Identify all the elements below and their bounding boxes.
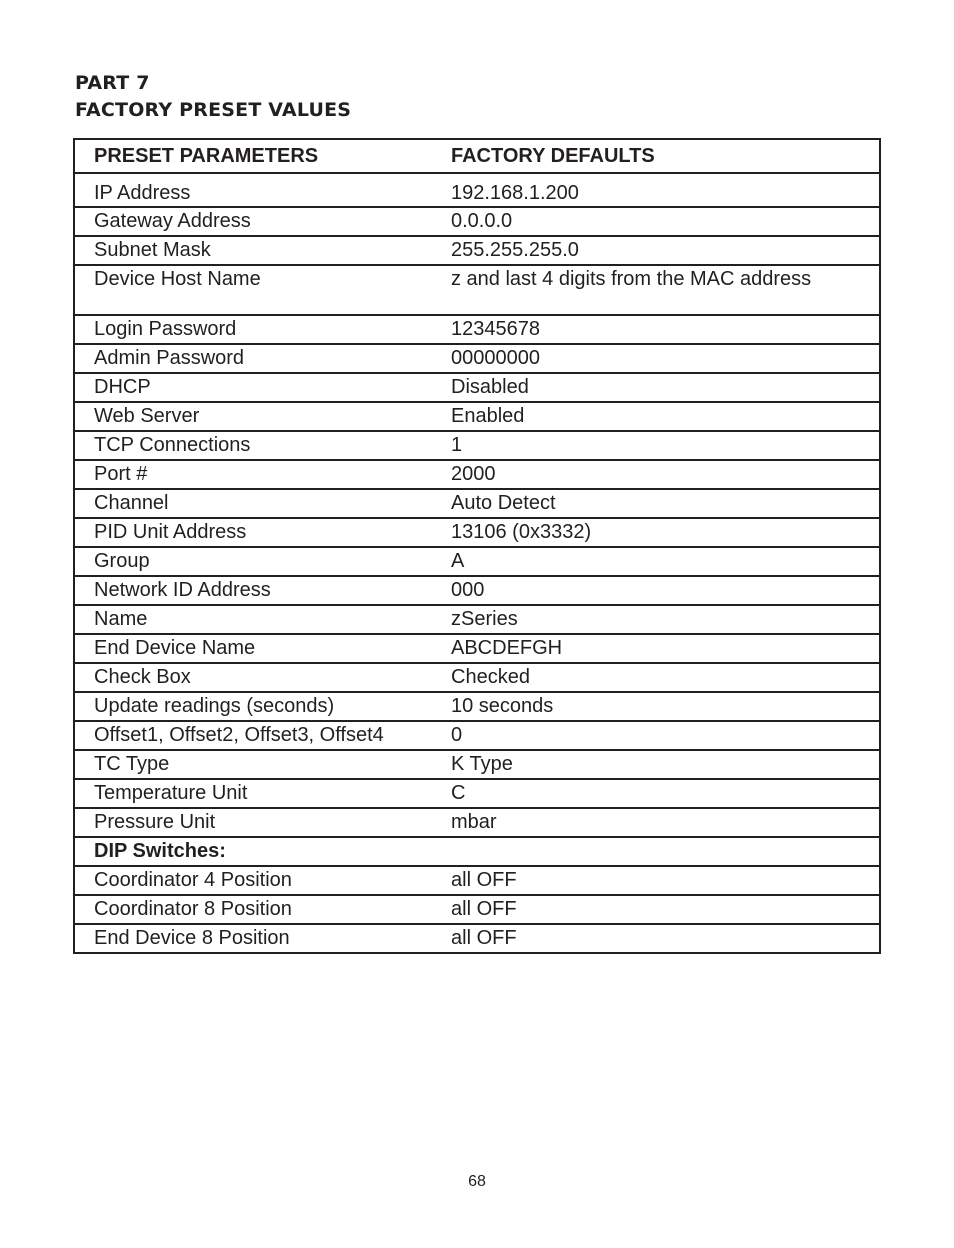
default-value-cell: 0 bbox=[432, 721, 880, 750]
parameter-cell: Port # bbox=[74, 460, 432, 489]
parameter-cell: Web Server bbox=[74, 402, 432, 431]
default-value-cell: Checked bbox=[432, 663, 880, 692]
parameter-cell: DHCP bbox=[74, 373, 432, 402]
default-value-cell: zSeries bbox=[432, 605, 880, 634]
table-row bbox=[74, 895, 880, 924]
default-value-cell: C bbox=[432, 779, 880, 808]
column-header-factory-defaults: FACTORY DEFAULTS bbox=[432, 139, 880, 173]
parameter-cell: Group bbox=[74, 547, 432, 576]
section-heading bbox=[75, 70, 351, 124]
default-value-cell: 12345678 bbox=[432, 315, 880, 344]
parameter-cell: Coordinator 4 Position bbox=[74, 866, 432, 895]
part-label: PART 7 bbox=[75, 72, 150, 94]
default-value-cell: A bbox=[432, 547, 880, 576]
default-value-cell: 000 bbox=[432, 576, 880, 605]
parameter-cell: PID Unit Address bbox=[74, 518, 432, 547]
default-value-cell: z and last 4 digits from the MAC address bbox=[432, 265, 880, 315]
default-value-cell bbox=[432, 837, 880, 866]
table-row bbox=[74, 402, 880, 431]
default-value-cell: 0.0.0.0 bbox=[432, 207, 880, 236]
table-row bbox=[74, 779, 880, 808]
table-row bbox=[74, 431, 880, 460]
default-value-cell: all OFF bbox=[432, 924, 880, 953]
default-value-cell: ABCDEFGH bbox=[432, 634, 880, 663]
default-value-cell: mbar bbox=[432, 808, 880, 837]
table-row bbox=[74, 750, 880, 779]
table-header-row bbox=[74, 139, 880, 173]
table-row bbox=[74, 315, 880, 344]
table-row bbox=[74, 924, 880, 953]
table-row bbox=[74, 547, 880, 576]
default-value-cell: 00000000 bbox=[432, 344, 880, 373]
default-value-cell: all OFF bbox=[432, 866, 880, 895]
parameter-cell: Login Password bbox=[74, 315, 432, 344]
section-label-cell: DIP Switches: bbox=[74, 837, 432, 866]
table-row bbox=[74, 207, 880, 236]
table-row bbox=[74, 634, 880, 663]
table-row bbox=[74, 663, 880, 692]
default-value-cell: 2000 bbox=[432, 460, 880, 489]
default-value-cell: Enabled bbox=[432, 402, 880, 431]
parameter-cell: Offset1, Offset2, Offset3, Offset4 bbox=[74, 721, 432, 750]
page-title: FACTORY PRESET VALUES bbox=[75, 99, 352, 121]
default-value-cell: 1 bbox=[432, 431, 880, 460]
parameter-cell: Gateway Address bbox=[74, 207, 432, 236]
table-row bbox=[74, 173, 880, 207]
table-row bbox=[74, 489, 880, 518]
page-number: 68 bbox=[468, 1173, 486, 1190]
parameter-cell: TCP Connections bbox=[74, 431, 432, 460]
default-value-cell: all OFF bbox=[432, 895, 880, 924]
table-row bbox=[74, 576, 880, 605]
table-row bbox=[74, 808, 880, 837]
default-value-cell: K Type bbox=[432, 750, 880, 779]
parameter-cell: Network ID Address bbox=[74, 576, 432, 605]
table-row bbox=[74, 866, 880, 895]
parameter-cell: Channel bbox=[74, 489, 432, 518]
parameter-cell: End Device 8 Position bbox=[74, 924, 432, 953]
default-value-cell: 10 seconds bbox=[432, 692, 880, 721]
table-row bbox=[74, 518, 880, 547]
parameter-cell: IP Address bbox=[74, 173, 432, 207]
parameter-cell: Device Host Name bbox=[74, 265, 432, 315]
default-value-cell: 13106 (0x3332) bbox=[432, 518, 880, 547]
parameter-cell: Check Box bbox=[74, 663, 432, 692]
parameter-cell: TC Type bbox=[74, 750, 432, 779]
parameter-cell: Temperature Unit bbox=[74, 779, 432, 808]
default-value-cell: 192.168.1.200 bbox=[432, 173, 880, 207]
table-row bbox=[74, 344, 880, 373]
table-row bbox=[74, 236, 880, 265]
default-value-cell: Disabled bbox=[432, 373, 880, 402]
column-header-preset-parameters: PRESET PARAMETERS bbox=[74, 139, 432, 173]
table-row bbox=[74, 721, 880, 750]
default-value-cell: 255.255.255.0 bbox=[432, 236, 880, 265]
parameter-cell: Update readings (seconds) bbox=[74, 692, 432, 721]
table-row bbox=[74, 265, 880, 315]
table-row bbox=[74, 373, 880, 402]
parameter-cell: Pressure Unit bbox=[74, 808, 432, 837]
preset-values-table bbox=[73, 138, 881, 954]
table-section-row bbox=[74, 837, 880, 866]
parameter-cell: Coordinator 8 Position bbox=[74, 895, 432, 924]
parameter-cell: Subnet Mask bbox=[74, 236, 432, 265]
parameter-cell: End Device Name bbox=[74, 634, 432, 663]
parameter-cell: Name bbox=[74, 605, 432, 634]
table-row bbox=[74, 605, 880, 634]
parameter-cell: Admin Password bbox=[74, 344, 432, 373]
default-value-cell: Auto Detect bbox=[432, 489, 880, 518]
table-row bbox=[74, 460, 880, 489]
table-row bbox=[74, 692, 880, 721]
